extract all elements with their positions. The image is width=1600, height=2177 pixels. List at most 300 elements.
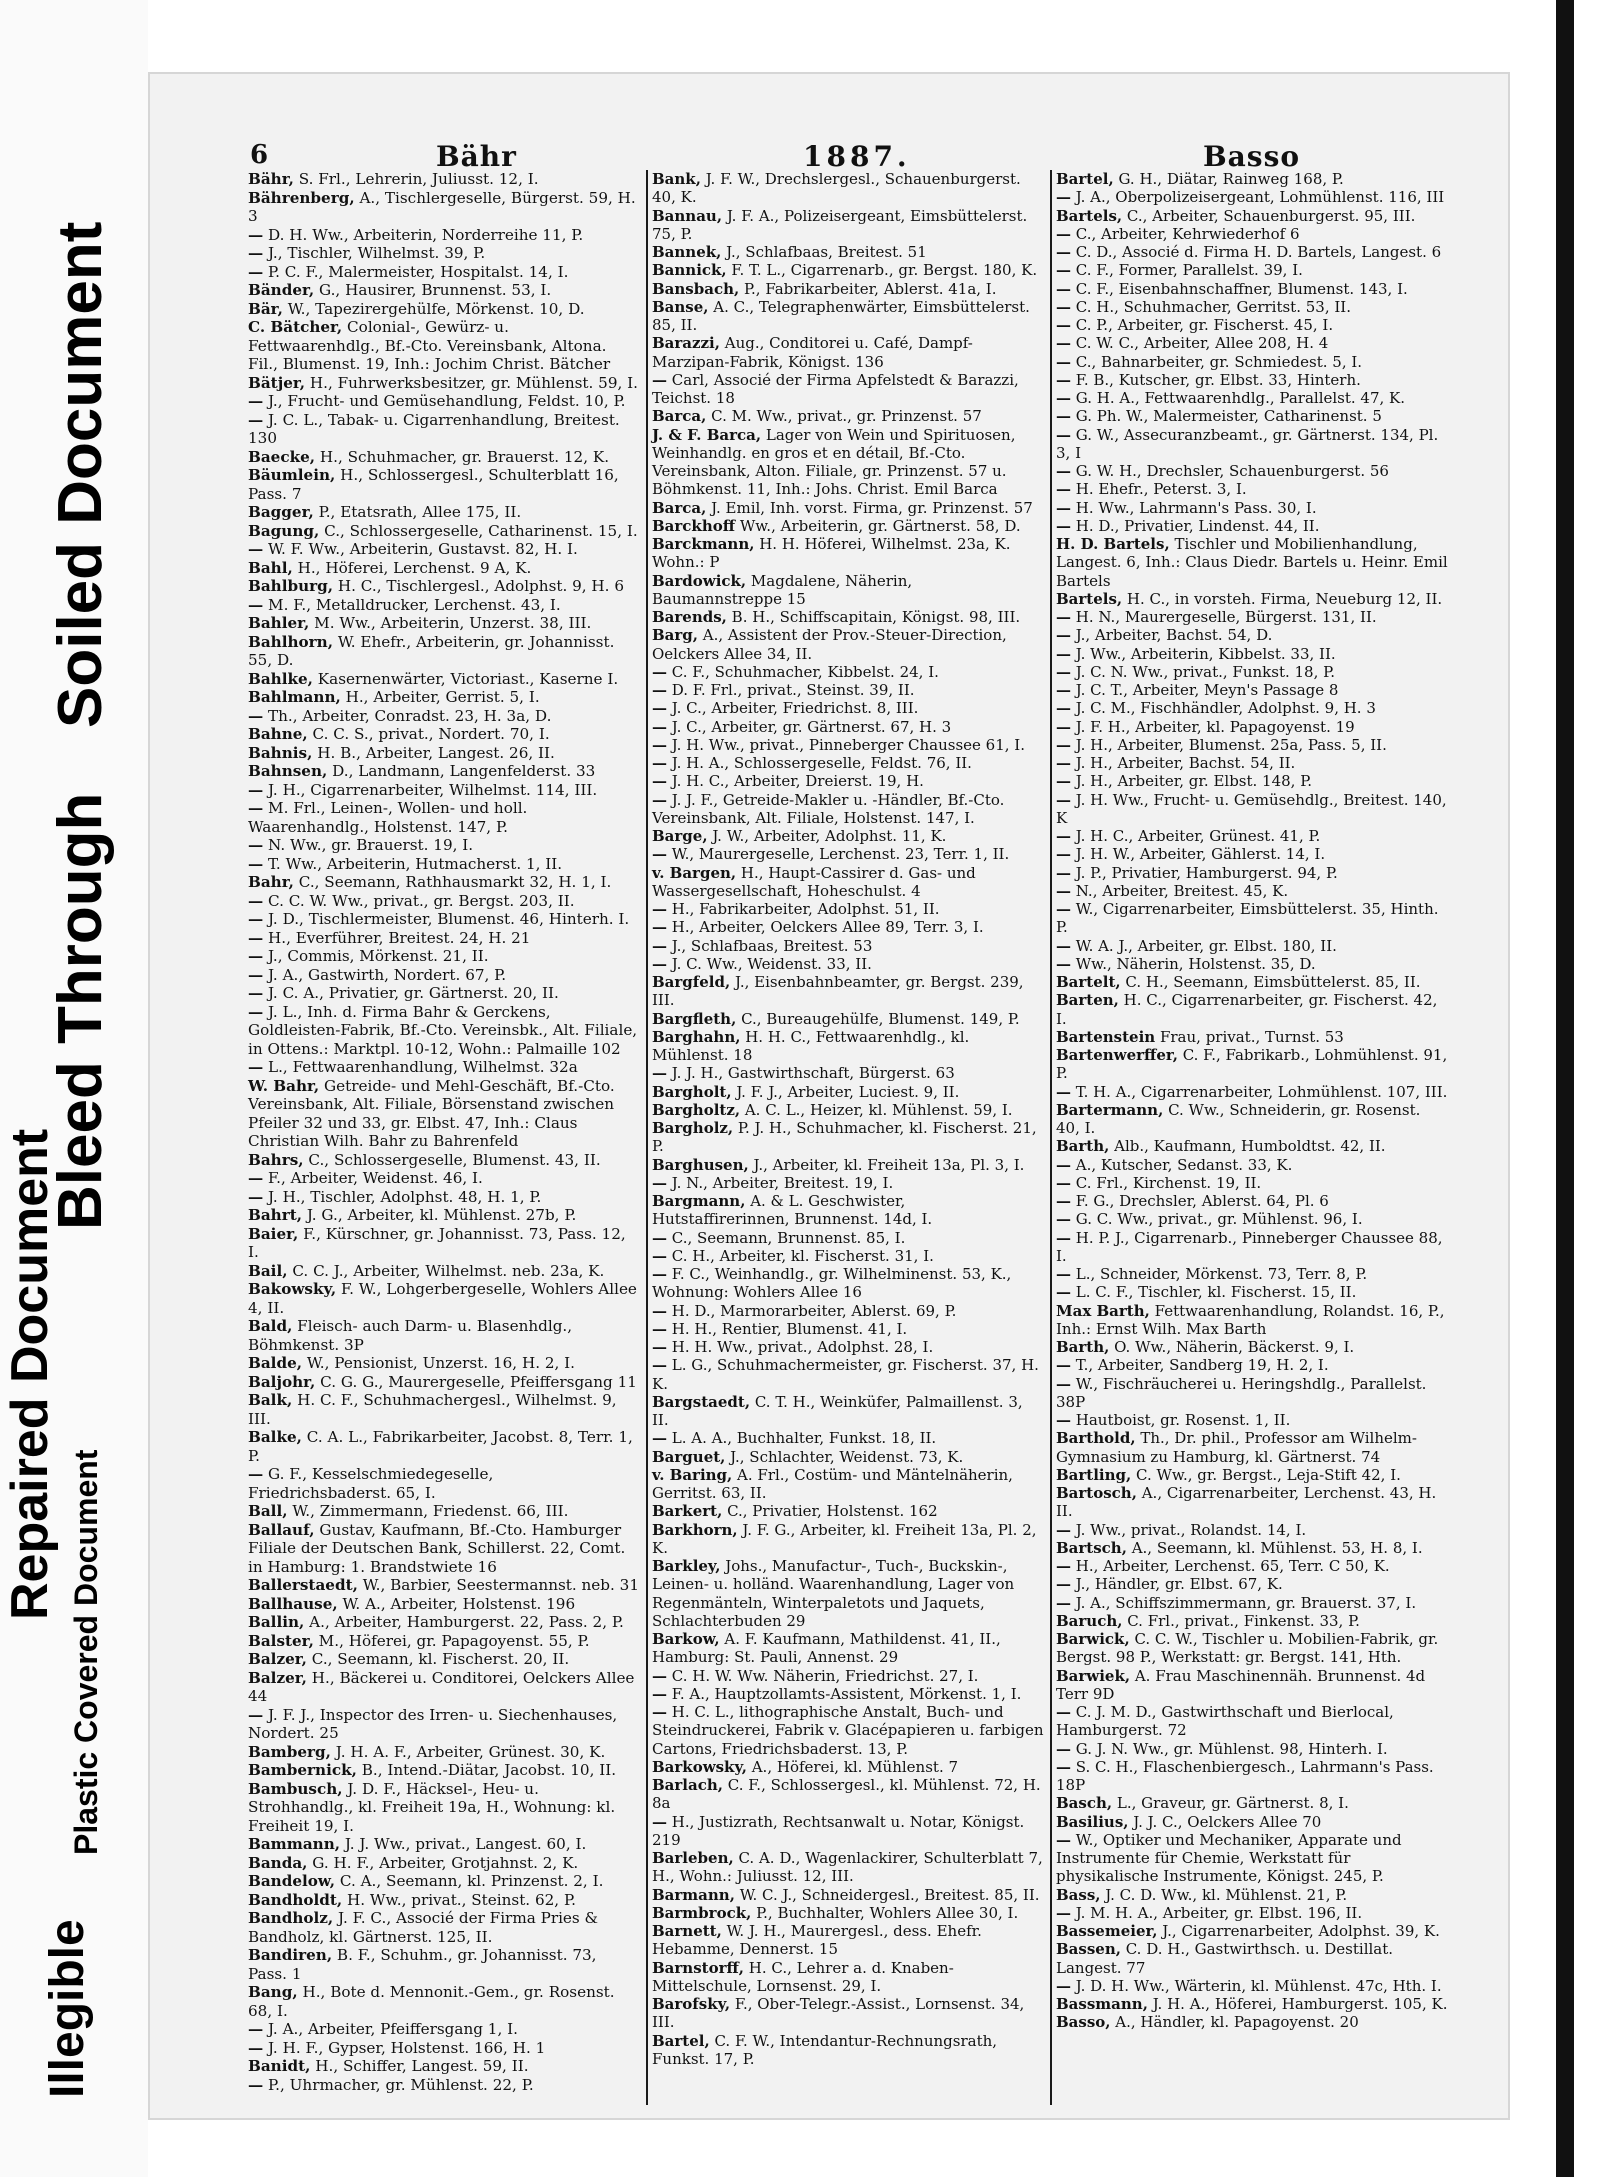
- entry-details: H. D., Privatier, Lindenst. 44, II.: [1071, 516, 1320, 535]
- directory-entry: [1056, 1283, 1448, 1301]
- entry-name: —: [248, 854, 264, 873]
- entry-name: —: [652, 370, 667, 389]
- entry-name: Bargfeld,: [652, 973, 731, 991]
- directory-entry: [248, 929, 640, 948]
- entry-details: A., Cigarrenarbeiter, Lerchenst. 43, H. II.: [1056, 1484, 1437, 1521]
- entry-details: J. C. D. Ww., kl. Mühlenst. 21, P.: [1100, 1885, 1348, 1904]
- entry-name: Barleben,: [652, 1849, 734, 1867]
- entry-name: —: [248, 595, 264, 614]
- directory-entry: [248, 799, 640, 836]
- entry-details: Getreide- und Mehl-Geschäft, Bf.-Cto. Vereinsbank, Alt. Filiale, Börsenstand zwischen Pfeiler 32 und 33, gr. Elbst. 47, Inh.: Claus Christian Wilh. Bahr zu Bahrenfeld: [248, 1076, 615, 1150]
- entry-name: Barg,: [652, 626, 699, 645]
- entry-details: J. C., Arbeiter, gr. Gärtnerst. 67, H. 3: [667, 717, 952, 736]
- entry-details: C., Schlossergeselle, Blumenst. 43, II.: [303, 1150, 601, 1169]
- entry-name: —: [248, 540, 264, 558]
- label-plastic-covered: Plastic Covered Document: [68, 1449, 104, 1855]
- entry-details: H. N., Maurergeselle, Bürgerst. 131, II.: [1071, 608, 1377, 626]
- entry-name: Bald,: [248, 1317, 293, 1335]
- entry-details: H. Ww., privat., Steinst. 62, P.: [342, 1890, 576, 1909]
- directory-entry: [248, 1761, 640, 1780]
- directory-entry: [1056, 1703, 1448, 1740]
- entry-details: C., Arbeiter, Schauenburgerst. 95, III.: [1122, 206, 1416, 225]
- entry-name: W. Bahr,: [248, 1076, 320, 1095]
- entry-name: Barkow,: [652, 1630, 720, 1648]
- entry-name: —: [248, 891, 264, 910]
- directory-entry: [248, 263, 640, 282]
- entry-details: J., Frucht- und Gemüsehandlung, Feldst. 10, P.: [263, 392, 626, 410]
- directory-entry: [652, 1064, 1044, 1082]
- directory-entry: [1056, 955, 1448, 973]
- directory-entry: [652, 535, 1044, 572]
- entry-details: P. C. F., Malermeister, Hospitalst. 14, I.: [263, 262, 569, 281]
- directory-entry: [248, 170, 640, 189]
- entry-name: —: [652, 1301, 667, 1320]
- directory-entry: [1056, 535, 1448, 590]
- entry-details: H. H. Höferei, Wilhelmst. 23a, K. Wohn.: P: [652, 535, 1011, 572]
- entry-details: W., Tapezirergehülfe, Mörkenst. 10, D.: [282, 299, 585, 318]
- entry-details: G. C. Ww., privat., gr. Mühlenst. 96, I.: [1071, 1210, 1363, 1229]
- column-1: [248, 170, 640, 2094]
- entry-name: Bannek,: [652, 243, 722, 261]
- entry-name: Ballerstaedt,: [248, 1576, 358, 1594]
- directory-entry: [652, 1667, 1044, 1685]
- directory-entry: [248, 1780, 640, 1836]
- entry-details: A. Frau Maschinennäh. Brunnenst. 4d Terr 9D: [1056, 1666, 1426, 1703]
- entry-name: Barkhorn,: [652, 1520, 738, 1539]
- entry-name: —: [652, 699, 667, 718]
- entry-name: —: [248, 706, 264, 725]
- entry-details: Alb., Kaufmann, Humboldtst. 42, II.: [1109, 1137, 1386, 1156]
- entry-name: Bahlhorn,: [248, 632, 333, 651]
- entry-details: J. H. A., Höferei, Hamburgerst. 105, K.: [1147, 1995, 1448, 2013]
- entry-details: Ww., Näherin, Holstenst. 35, D.: [1071, 954, 1316, 973]
- entry-details: Tischler und Mobilienhandlung, Langest. 6, Inh.: Claus Diedr. Bartels u. Heinr. Emil Bartels: [1056, 535, 1448, 590]
- directory-entry: [248, 836, 640, 855]
- directory-entry: [248, 1854, 640, 1873]
- directory-entry: [1056, 207, 1448, 225]
- entry-name: —: [1056, 699, 1071, 718]
- directory-entry: [1056, 1521, 1448, 1539]
- directory-entry: [652, 864, 1044, 901]
- column-divider-2: [1050, 170, 1052, 2105]
- entry-details: S. C. H., Flaschenbiergesch., Lahrmann's Pass. 18P: [1056, 1757, 1434, 1794]
- directory-entry: [248, 781, 640, 800]
- entry-details: H., Schlossergesl., Schulterblatt 16, Pass. 7: [248, 466, 619, 503]
- entry-details: A. C., Telegraphenwärter, Eimsbüttelerst. 85, II.: [652, 297, 1030, 334]
- entry-name: —: [1056, 881, 1071, 900]
- entry-details: H., Fuhrwerksbesitzer, gr. Mühlenst. 59, I.: [305, 373, 638, 392]
- directory-entry: [652, 1429, 1044, 1447]
- entry-details: A., Höferei, kl. Mühlenst. 7: [746, 1757, 959, 1776]
- entry-details: J. H. Ww., privat., Pinneberger Chaussee 61, I.: [667, 735, 1026, 754]
- entry-name: Baecke,: [248, 447, 316, 466]
- directory-entry: [1056, 188, 1448, 206]
- directory-entry: [1056, 772, 1448, 790]
- entry-name: —: [652, 1666, 667, 1685]
- directory-entry: [248, 614, 640, 633]
- entry-name: —: [248, 965, 264, 984]
- entry-details: J. L., Inh. d. Firma Bahr & Gerckens, Goldleisten-Fabrik, Bf.-Cto. Vereinsbk., Alt. Filiale, in Ottens.: Marktpl. 10-12, Wohn.: Palmaille 102: [248, 1002, 638, 1058]
- directory-entry: [1056, 1539, 1448, 1557]
- entry-name: Bassmann,: [1056, 1995, 1148, 2013]
- entry-name: Bahl,: [248, 558, 293, 577]
- entry-details: F. W., Lohgerbergeselle, Wohlers Allee 4, II.: [248, 1280, 637, 1317]
- entry-details: H., Fabrikarbeiter, Adolphst. 51, II.: [667, 900, 940, 918]
- entry-name: —: [652, 662, 667, 681]
- entry-name: Bartenstein: [1056, 1027, 1156, 1046]
- entry-details: L. C. F., Tischler, kl. Fischerst. 15, II.: [1071, 1283, 1357, 1302]
- entry-details: J. H., Arbeiter, gr. Elbst. 148, P.: [1071, 772, 1313, 791]
- entry-name: Banidt,: [248, 2057, 311, 2075]
- entry-name: —: [652, 790, 667, 809]
- header-right-word: Basso: [1203, 140, 1301, 173]
- entry-name: Ballhause,: [248, 1594, 338, 1613]
- entry-details: C. A. D., Wagenlackirer, Schulterblatt 7, H., Wohn.: Juliusst. 12, III.: [652, 1849, 1043, 1886]
- entry-details: A., Kutscher, Sedanst. 33, K.: [1071, 1155, 1293, 1174]
- directory-entry: [652, 243, 1044, 261]
- directory-entry: [248, 2020, 640, 2039]
- entry-name: —: [248, 2038, 264, 2057]
- entry-details: C. H., Schuhmacher, Gerritst. 53, II.: [1071, 297, 1351, 316]
- directory-entry: [248, 281, 640, 300]
- entry-details: Th., Arbeiter, Conradst. 23, H. 3a, D.: [263, 706, 552, 725]
- entry-name: —: [248, 799, 264, 817]
- directory-entry: [248, 910, 640, 929]
- entry-name: Bär,: [248, 299, 283, 318]
- entry-details: Aug., Conditorei u. Café, Dampf-Marzipan-Fabrik, Königst. 136: [652, 334, 973, 371]
- entry-name: —: [1056, 1575, 1071, 1594]
- entry-details: H. H. Ww., privat., Adolphst. 28, I.: [667, 1338, 934, 1356]
- entry-details: G., Hausirer, Brunnenst. 53, I.: [314, 281, 552, 299]
- directory-entry: [652, 1028, 1044, 1065]
- entry-details: C., Seemann, kl. Fischerst. 20, II.: [306, 1650, 570, 1668]
- directory-entry: [1056, 1101, 1448, 1138]
- entry-details: C. C. J., Arbeiter, Wilhelmst. neb. 23a, K.: [287, 1261, 605, 1280]
- directory-entry: [1056, 1484, 1448, 1521]
- directory-entry: [652, 1502, 1044, 1520]
- entry-name: Bassemeier,: [1056, 1922, 1158, 1940]
- entry-name: —: [1056, 1593, 1071, 1612]
- entry-name: —: [652, 1173, 667, 1192]
- directory-entry: [248, 1595, 640, 1614]
- entry-name: Balde,: [248, 1354, 303, 1372]
- entry-name: Bagung,: [248, 521, 320, 540]
- directory-entry: [248, 226, 640, 245]
- entry-details: C., Bahnarbeiter, gr. Schmiedest. 5, I.: [1071, 352, 1363, 371]
- entry-details: J. Ww., privat., Rolandst. 14, I.: [1071, 1520, 1307, 1539]
- entry-details: T., Arbeiter, Sandberg 19, H. 2, I.: [1071, 1356, 1329, 1375]
- directory-entry: [248, 873, 640, 892]
- entry-name: Barofsky,: [652, 1995, 731, 2013]
- entry-name: Barkley,: [652, 1557, 721, 1575]
- entry-name: Basso,: [1056, 2013, 1111, 2032]
- entry-details: C. T. H., Weinküfer, Palmaillenst. 3, II.: [652, 1392, 1023, 1429]
- entry-details: A., Seemann, kl. Mühlenst. 53, H. 8, I.: [1126, 1538, 1423, 1557]
- entry-details: C. F. W., Intendantur-Rechnungsrath, Funkst. 17, P.: [652, 2031, 998, 2068]
- directory-entry: [248, 1632, 640, 1651]
- column-divider-1: [646, 170, 648, 2105]
- entry-details: A. F. Kaufmann, Mathildenst. 41, II., Hamburg: St. Pauli, Annenst. 29: [652, 1630, 1001, 1667]
- entry-details: F. C., Weinhandlg., gr. Wilhelminenst. 53, K., Wohnung: Wohlers Allee 16: [652, 1265, 1012, 1302]
- entry-details: J. H. Ww., Frucht- u. Gemüsehdlg., Breitest. 140, K: [1056, 790, 1447, 827]
- entry-details: F. G., Drechsler, Ablerst. 64, Pl. 6: [1071, 1192, 1329, 1210]
- entry-details: L. G., Schuhmachermeister, gr. Fischerst. 37, H. K.: [652, 1356, 1039, 1393]
- directory-entry: [1056, 462, 1448, 480]
- entry-details: H., Schiffer, Langest. 59, II.: [310, 2057, 529, 2075]
- entry-name: —: [1056, 389, 1071, 407]
- entry-details: J., Schlachter, Weidenst. 73, K.: [725, 1447, 964, 1466]
- directory-entry: [652, 1886, 1044, 1904]
- directory-entry: [652, 1192, 1044, 1229]
- entry-name: Bänder,: [248, 281, 315, 299]
- directory-entry: [652, 608, 1044, 626]
- directory-entry: [248, 596, 640, 615]
- directory-entry: [248, 1317, 640, 1354]
- entry-details: H. H., Rentier, Blumenst. 41, I.: [667, 1319, 908, 1338]
- entry-name: Balzer,: [248, 1650, 307, 1668]
- directory-entry: [248, 688, 640, 707]
- entry-details: G. J. N. Ww., gr. Mühlenst. 98, Hinterh. I.: [1071, 1739, 1388, 1758]
- entry-details: C. D., Associé d. Firma H. D. Bartels, Langest. 6: [1071, 243, 1442, 261]
- directory-entry: [652, 772, 1044, 790]
- directory-entry: [1056, 389, 1448, 407]
- entry-details: H., Schuhmacher, gr. Brauerst. 12, K.: [315, 447, 610, 466]
- entry-name: —: [1056, 334, 1071, 353]
- entry-details: G. W. H., Drechsler, Schauenburgerst. 56: [1071, 462, 1389, 480]
- directory-entry: [1056, 499, 1448, 517]
- entry-details: D. H. Ww., Arbeiterin, Norderreihe 11, P.: [263, 225, 584, 244]
- entry-name: Bargfleth,: [652, 1009, 737, 1028]
- directory-entry: [652, 1302, 1044, 1320]
- directory-entry: [248, 1706, 640, 1743]
- directory-entry: [248, 1373, 640, 1392]
- directory-entry: [652, 2032, 1044, 2069]
- directory-entry: [248, 892, 640, 911]
- entry-name: —: [652, 954, 667, 973]
- header-left-word: Bähr: [436, 140, 517, 173]
- entry-details: A. Frl., Costüm- und Mäntelnäherin, Gerritst. 63, II.: [652, 1465, 1013, 1502]
- entry-details: P., Uhrmacher, gr. Mühlenst. 22, P.: [263, 2075, 534, 2094]
- entry-name: —: [652, 1429, 667, 1448]
- entry-name: Barten,: [1056, 991, 1119, 1010]
- directory-entry: [652, 280, 1044, 298]
- directory-entry: [652, 1156, 1044, 1174]
- entry-name: C. Bätcher,: [248, 318, 343, 336]
- directory-entry: [248, 1169, 640, 1188]
- entry-details: J. C. T., Arbeiter, Meyn's Passage 8: [1071, 681, 1339, 699]
- directory-entry: [1056, 1229, 1448, 1266]
- directory-entry: [248, 1058, 640, 1077]
- entry-details: G. H. F., Arbeiter, Grotjahnst. 2, K.: [307, 1853, 579, 1872]
- entry-details: J. J. F., Getreide-Makler u. -Händler, Bf.-Cto. Vereinsbank, Alt. Filiale, Holstenst. 147, I.: [652, 790, 1005, 827]
- entry-details: C. C. S., privat., Nordert. 70, I.: [307, 725, 550, 743]
- entry-details: Fleisch- auch Darm- u. Blasenhdlg., Böhmkenst. 3P: [248, 1317, 573, 1354]
- directory-entry: [1056, 1046, 1448, 1083]
- directory-entry: [652, 1338, 1044, 1356]
- label-repaired-document: Repaired Document: [1, 1128, 59, 1620]
- entry-name: —: [1056, 1757, 1071, 1776]
- entry-name: Barghusen,: [652, 1155, 749, 1174]
- entry-name: —: [1056, 681, 1071, 699]
- entry-name: Max Barth,: [1056, 1301, 1150, 1320]
- entry-details: H. C., Lehrer a. d. Knaben-Mittelschule, Lornsenst. 29, I.: [652, 1958, 954, 1995]
- entry-name: —: [248, 410, 264, 429]
- entry-name: Barkowsky,: [652, 1757, 747, 1776]
- directory-entry: [248, 1188, 640, 1207]
- entry-name: Barth,: [1056, 1338, 1110, 1356]
- directory-entry: [1056, 1758, 1448, 1795]
- entry-name: —: [652, 1228, 667, 1247]
- entry-details: C. J. M. D., Gastwirthschaft und Bierlocal, Hamburgerst. 72: [1056, 1703, 1394, 1740]
- entry-name: Bartermann,: [1056, 1100, 1164, 1119]
- directory-entry: [1056, 736, 1448, 754]
- directory-entry: [1056, 1794, 1448, 1812]
- entry-details: W., Zimmermann, Friedenst. 66, III.: [287, 1502, 569, 1520]
- entry-name: —: [1056, 498, 1071, 517]
- directory-entry: [248, 633, 640, 670]
- entry-details: C. H., Arbeiter, kl. Fischerst. 31, I.: [667, 1246, 934, 1265]
- entry-details: C., Seemann, Brunnenst. 85, I.: [667, 1228, 906, 1247]
- entry-details: W. A. J., Arbeiter, gr. Elbst. 180, II.: [1071, 936, 1337, 955]
- directory-entry: [1056, 590, 1448, 608]
- directory-entry: [1056, 298, 1448, 316]
- entry-details: J., Commis, Mörkenst. 21, II.: [263, 947, 489, 965]
- entry-name: Baljohr,: [248, 1372, 316, 1391]
- directory-entry: [652, 1959, 1044, 1996]
- entry-details: C. F., Former, Parallelst. 39, I.: [1071, 261, 1303, 280]
- entry-name: —: [652, 1319, 667, 1338]
- entry-details: W., Fischräucherei u. Heringshdlg., Parallelst. 38P: [1056, 1374, 1427, 1411]
- entry-name: Bamberg,: [248, 1742, 331, 1761]
- entry-details: J. M. H. A., Arbeiter, gr. Elbst. 196, II.: [1071, 1903, 1363, 1922]
- entry-details: C. F., Eisenbahnschaffner, Blumenst. 143, I.: [1071, 279, 1408, 298]
- entry-name: Bang,: [248, 1983, 298, 2001]
- directory-entry: [248, 466, 640, 503]
- directory-entry: [1056, 754, 1448, 772]
- directory-entry: [1056, 261, 1448, 279]
- entry-details: H. D., Marmorarbeiter, Ablerst. 69, P.: [667, 1301, 957, 1320]
- entry-details: G. H. A., Fettwaarenhdlg., Parallelst. 47, K.: [1071, 389, 1406, 407]
- directory-entry: [652, 1630, 1044, 1667]
- directory-entry: [248, 1891, 640, 1910]
- directory-entry: [248, 1465, 640, 1502]
- entry-name: —: [1056, 279, 1071, 298]
- directory-entry: [1056, 645, 1448, 663]
- entry-details: Johs., Manufactur-, Tuch-, Buckskin-, Leinen- u. holländ. Waarenhandlung, Lager von Regenmänteln, Winterpaletots und Jaquets, Schlachterbuden 29: [652, 1557, 1015, 1630]
- entry-details: Frau, privat., Turnst. 53: [1155, 1027, 1344, 1046]
- directory-entry: [248, 1650, 640, 1669]
- scanner-edge-strip: [1556, 0, 1574, 2177]
- directory-entry: [1056, 517, 1448, 535]
- directory-entry: [652, 1995, 1044, 2032]
- entry-name: Bartsch,: [1056, 1538, 1127, 1557]
- directory-entry: [1056, 1174, 1448, 1192]
- entry-details: F., Arbeiter, Weidenst. 46, I.: [263, 1169, 483, 1187]
- directory-entry: [652, 973, 1044, 1010]
- entry-name: Barmbrock,: [652, 1903, 752, 1922]
- entry-name: Basilius,: [1056, 1812, 1129, 1831]
- entry-details: H. C. L., lithographische Anstalt, Buch- und Steindruckerei, Fabrik v. Glacépapieren u. farbigen Cartons, Friedrichsbaderst. 13, P.: [652, 1703, 1044, 1758]
- directory-entry: [652, 298, 1044, 335]
- directory-entry: [652, 1813, 1044, 1850]
- entry-name: Bargstaedt,: [652, 1392, 751, 1411]
- directory-entry: [1056, 1831, 1448, 1886]
- directory-entry: [248, 947, 640, 966]
- directory-entry: [652, 937, 1044, 955]
- directory-entry: [1056, 1557, 1448, 1575]
- entry-details: Th., Dr. phil., Professor am Wilhelm-Gymnasium zu Hamburg, kl. Gärtnerst. 74: [1056, 1429, 1417, 1466]
- entry-details: J., Tischler, Wilhelmst. 39, P.: [263, 244, 486, 262]
- directory-entry: [1056, 845, 1448, 863]
- entry-name: Barca,: [652, 498, 707, 517]
- entry-name: Bartel,: [1056, 170, 1114, 188]
- entry-details: J. J. Ww., privat., Langest. 60, I.: [340, 1835, 587, 1853]
- entry-name: —: [652, 900, 667, 918]
- entry-details: M. F., Metalldrucker, Lerchenst. 43, I.: [263, 595, 561, 614]
- entry-details: J. F. J., Arbeiter, Luciest. 9, II.: [731, 1082, 960, 1101]
- directory-entry: [1056, 1429, 1448, 1466]
- entry-details: J. D., Tischlermeister, Blumenst. 46, Hinterh. I.: [263, 910, 630, 928]
- directory-entry: [1056, 1977, 1448, 1995]
- entry-details: P., Etatsrath, Allee 175, II.: [313, 503, 522, 521]
- directory-entry: [248, 1909, 640, 1946]
- directory-entry: [248, 1206, 640, 1225]
- entry-name: —: [1056, 243, 1071, 261]
- entry-name: —: [1056, 845, 1071, 864]
- directory-entry: [248, 744, 640, 763]
- directory-entry: [1056, 718, 1448, 736]
- directory-entry: [248, 1354, 640, 1373]
- directory-entry: [248, 1280, 640, 1317]
- entry-name: —: [1056, 1265, 1071, 1283]
- directory-entry: [1056, 973, 1448, 991]
- entry-name: —: [652, 918, 667, 937]
- entry-details: B. F., Schuhm., gr. Johannisst. 73, Pass. 1: [248, 1946, 597, 1983]
- entry-details: W., Barbier, Seestermannst. neb. 31: [357, 1576, 639, 1594]
- entry-name: —: [248, 2020, 264, 2038]
- entry-name: —: [1056, 1283, 1071, 1302]
- entry-details: C. C. W. Ww., privat., gr. Bergst. 203, II.: [263, 891, 575, 910]
- directory-entry: [652, 572, 1044, 609]
- entry-details: J. G., Arbeiter, kl. Mühlenst. 27b, P.: [302, 1206, 577, 1224]
- directory-entry: [652, 1119, 1044, 1156]
- entry-name: Bandholz,: [248, 1909, 334, 1927]
- directory-entry: [1056, 170, 1448, 188]
- directory-entry: [652, 681, 1044, 699]
- entry-details: H., Bote d. Mennonit.-Gem., gr. Rosenst. 68, I.: [248, 1983, 615, 2020]
- entry-details: J. F. C., Associé der Firma Pries & Bandholz, kl. Gärtnerst. 125, II.: [248, 1909, 599, 1946]
- directory-entry: [1056, 1137, 1448, 1155]
- entry-name: Barmann,: [652, 1885, 735, 1904]
- entry-name: —: [1056, 1520, 1071, 1539]
- entry-details: H., Arbeiter, Lerchenst. 65, Terr. C 50, K.: [1071, 1557, 1390, 1575]
- entry-name: H. D. Bartels,: [1056, 535, 1170, 553]
- entry-name: Barckmann,: [652, 535, 755, 553]
- directory-entry: [1056, 1083, 1448, 1101]
- directory-entry: [1056, 1575, 1448, 1593]
- directory-entry: [652, 1758, 1044, 1776]
- entry-details: G. F., Kesselschmiedegeselle, Friedrichsbaderst. 65, I.: [248, 1465, 494, 1502]
- directory-entry: [248, 2076, 640, 2095]
- entry-name: —: [248, 1169, 264, 1187]
- entry-name: —: [652, 1812, 667, 1831]
- entry-details: H., Arbeiter, Gerrist. 5, I.: [340, 688, 540, 706]
- entry-details: C. F., Fabrikarb., Lohmühlenst. 91, P.: [1056, 1046, 1448, 1083]
- directory-entry: [1056, 2013, 1448, 2031]
- directory-entry: [248, 392, 640, 411]
- entry-name: Bannau,: [652, 206, 723, 225]
- directory-entry: [1056, 991, 1448, 1028]
